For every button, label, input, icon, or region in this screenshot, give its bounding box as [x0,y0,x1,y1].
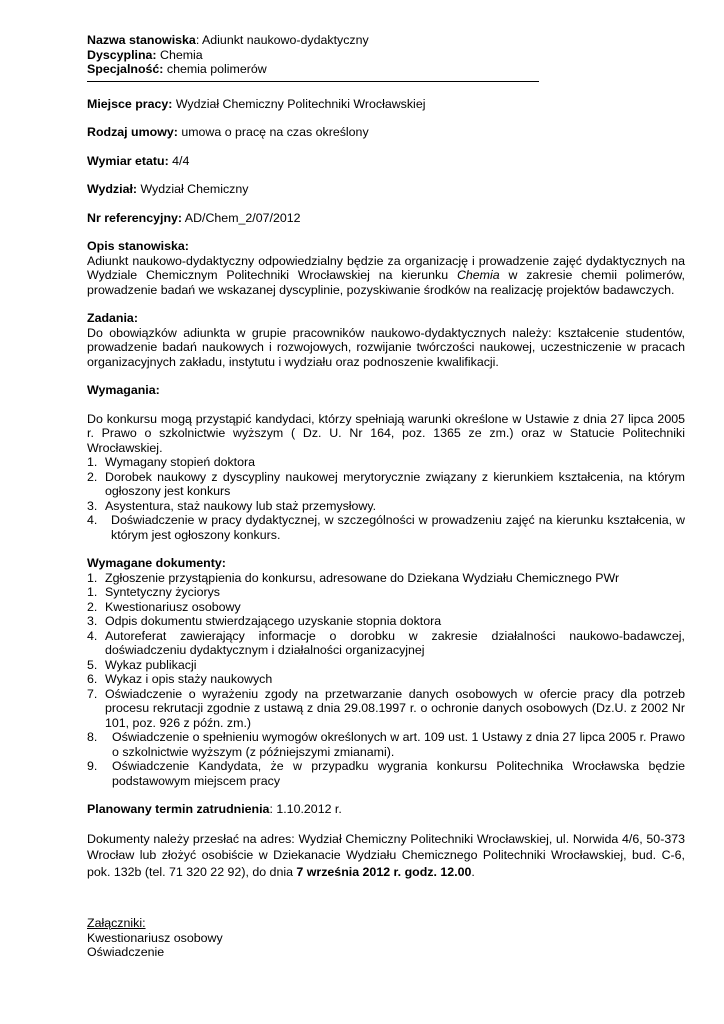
documents-list [87,571,685,789]
workplace-value: Wydział Chemiczny Politechniki Wrocławskiej [172,96,426,111]
reference-line [87,211,685,226]
list-item: 4. Autoreferat zawierający informacje o dorobku w zakresie działalności naukowo-badawczej, doświadczeniu dydaktycznym i działalności organizacyjnej [87,628,685,657]
discipline-label: Dyscyplina: [87,47,157,62]
position-line [87,33,685,48]
faculty-label: Wydział: [87,182,138,196]
contract-value: umowa o pracę na czas określony [177,125,369,139]
faculty-value: Wydział Chemiczny [137,182,249,196]
description-section [87,239,685,297]
discipline-line [87,48,685,63]
header-block [87,33,685,82]
list-item: 1. Wymagany stopień doktora [87,455,256,469]
contract-label: Rodzaj umowy: [87,125,178,139]
specialty-label: Specjalność: [87,62,164,76]
list-item: 3. Odpis dokumentu stwierdzającego uzyskanie stopnia doktora [87,614,442,628]
requirements-section [87,383,685,542]
list-item: 1. Syntetyczny życiorys [87,585,220,599]
position-label: Nazwa stanowiska [87,33,196,47]
workplace-label: Miejsce pracy: [87,96,173,111]
position-value: : Adiunkt naukowo-dydaktyczny [195,33,369,47]
field-of-study: Chemia [456,268,500,282]
attachments-section [87,916,685,960]
tasks-section [87,311,685,369]
reference-value: AD/Chem_2/07/2012 [182,210,301,225]
requirements-heading: Wymagania: [87,383,160,397]
deadline: 7 września 2012 r. godz. 12.00 [296,864,472,879]
list-item: 2. Dorobek naukowy z dyscypliny naukowej merytorycznie związany z kierunkiem kształcenia, na którym ogłoszony jest konkurs [87,469,685,498]
job-posting-document [87,33,685,960]
header-divider [87,81,539,82]
employment-date-label: Planowany termin zatrudnienia [87,802,270,816]
list-item: 2. Kwestionariusz osobowy [87,599,241,614]
specialty-line [87,62,685,77]
description-text: Adiunkt naukowo-dydaktyczny odpowiedzialny będzie za organizację i prowadzenie zajęć dydaktycznych na Wydziale Chemicznym Politechniki Wrocławskiej na kierunku Chemia w zakresie chemii polimerów, prowadzenie badań we wskazanej dyscyplinie, pozyskiwanie środków na realizację projektów badawczych. [87,253,685,297]
discipline-value: Chemia [156,47,203,62]
description-heading: Opis stanowiska: [87,239,189,253]
requirements-list [87,455,685,542]
list-item: 8. Oświadczenie o spełnieniu wymogów określonych w art. 109 ust. 1 Ustawy z dnia 27 lipca 2005 r. Prawo o szkolnictwie wyższym (z późniejszymi zmianami). [87,730,686,759]
faculty-line [87,182,685,197]
attachments-heading: Załączniki: [87,916,146,930]
requirements-intro: Do konkursu mogą przystąpić kandydaci, którzy spełniają warunki określone w Ustawie z dnia 27 lipca 2005 r. Prawo o szkolnictwie wyższym ( Dz. U. Nr 164, poz. 1365 ze zm.) oraz w Statucie Politechniki Wrocławskiej. [87,411,685,455]
list-item: 1. Zgłoszenie przystąpienia do konkursu, adresowane do Dziekana Wydziału Chemicznego PWr [87,570,620,585]
list-item: 9. Oświadczenie Kandydata, że w przypadku wygrania konkursu Politechnika Wrocławska będzie podstawowym miejscem pracy [87,759,685,788]
list-item: 5. Wykaz publikacji [87,657,197,672]
fte-line [87,154,685,169]
list-item: 4. Doświadczenie w pracy dydaktycznej, w szczególności w prowadzeniu zajęć na kierunku kształcenia, w którym jest ogłoszony konkurs. [87,513,685,542]
list-item: 3. Asystentura, staż naukowy lub staż przemysłowy. [87,498,377,513]
list-item: 7. Oświadczenie o wyrażeniu zgody na przetwarzanie danych osobowych w ofercie pracy dla potrzeb procesu rekrutacji zgodnie z ustawą z dnia 29.08.1997 r. o ochronie danych osobowych (Dz.U. z 2002 Nr 101, poz. 926 z późn. zm.) [87,686,685,730]
attachment-item: Kwestionariusz osobowy [87,930,223,945]
fte-value: 4/4 [168,153,190,168]
tasks-heading: Zadania: [87,311,138,325]
reference-label: Nr referencyjny: [87,210,183,225]
address-paragraph: Dokumenty należy przesłać na adres: Wydział Chemiczny Politechniki Wrocławskiej, ul. Norwida 4/6, 50-373 Wrocław lub złożyć osobiście w Dziekanacie Wydziału Chemicznego Politechniki Wrocławskiej, bud. C-6, pok. 132b (tel. 71 320 22 92), do dnia 7 września 2012 r. godz. 12.00. [87,831,685,879]
documents-section [87,556,685,788]
contract-line [87,125,685,140]
specialty-value: chemia polimerów [163,62,267,76]
attachment-item: Oświadczenie [87,945,165,959]
list-item: 6. Wykaz i opis staży naukowych [87,672,273,686]
workplace-line [87,97,685,112]
fte-label: Wymiar etatu: [87,153,169,168]
tasks-text: Do obowiązków adiunkta w grupie pracowników naukowo-dydaktycznych należy: kształcenie studentów, prowadzenie badań naukowych i rozwojowych, rozwijanie twórczości naukowej, uczestniczenie w pracach organizacyjnych zakładu, instytutu i wydziału oraz podnoszenie kwalifikacji. [87,325,685,369]
employment-date-line [87,802,685,817]
documents-heading: Wymagane dokumenty: [87,556,226,570]
employment-date-value: : 1.10.2012 r. [269,802,342,816]
